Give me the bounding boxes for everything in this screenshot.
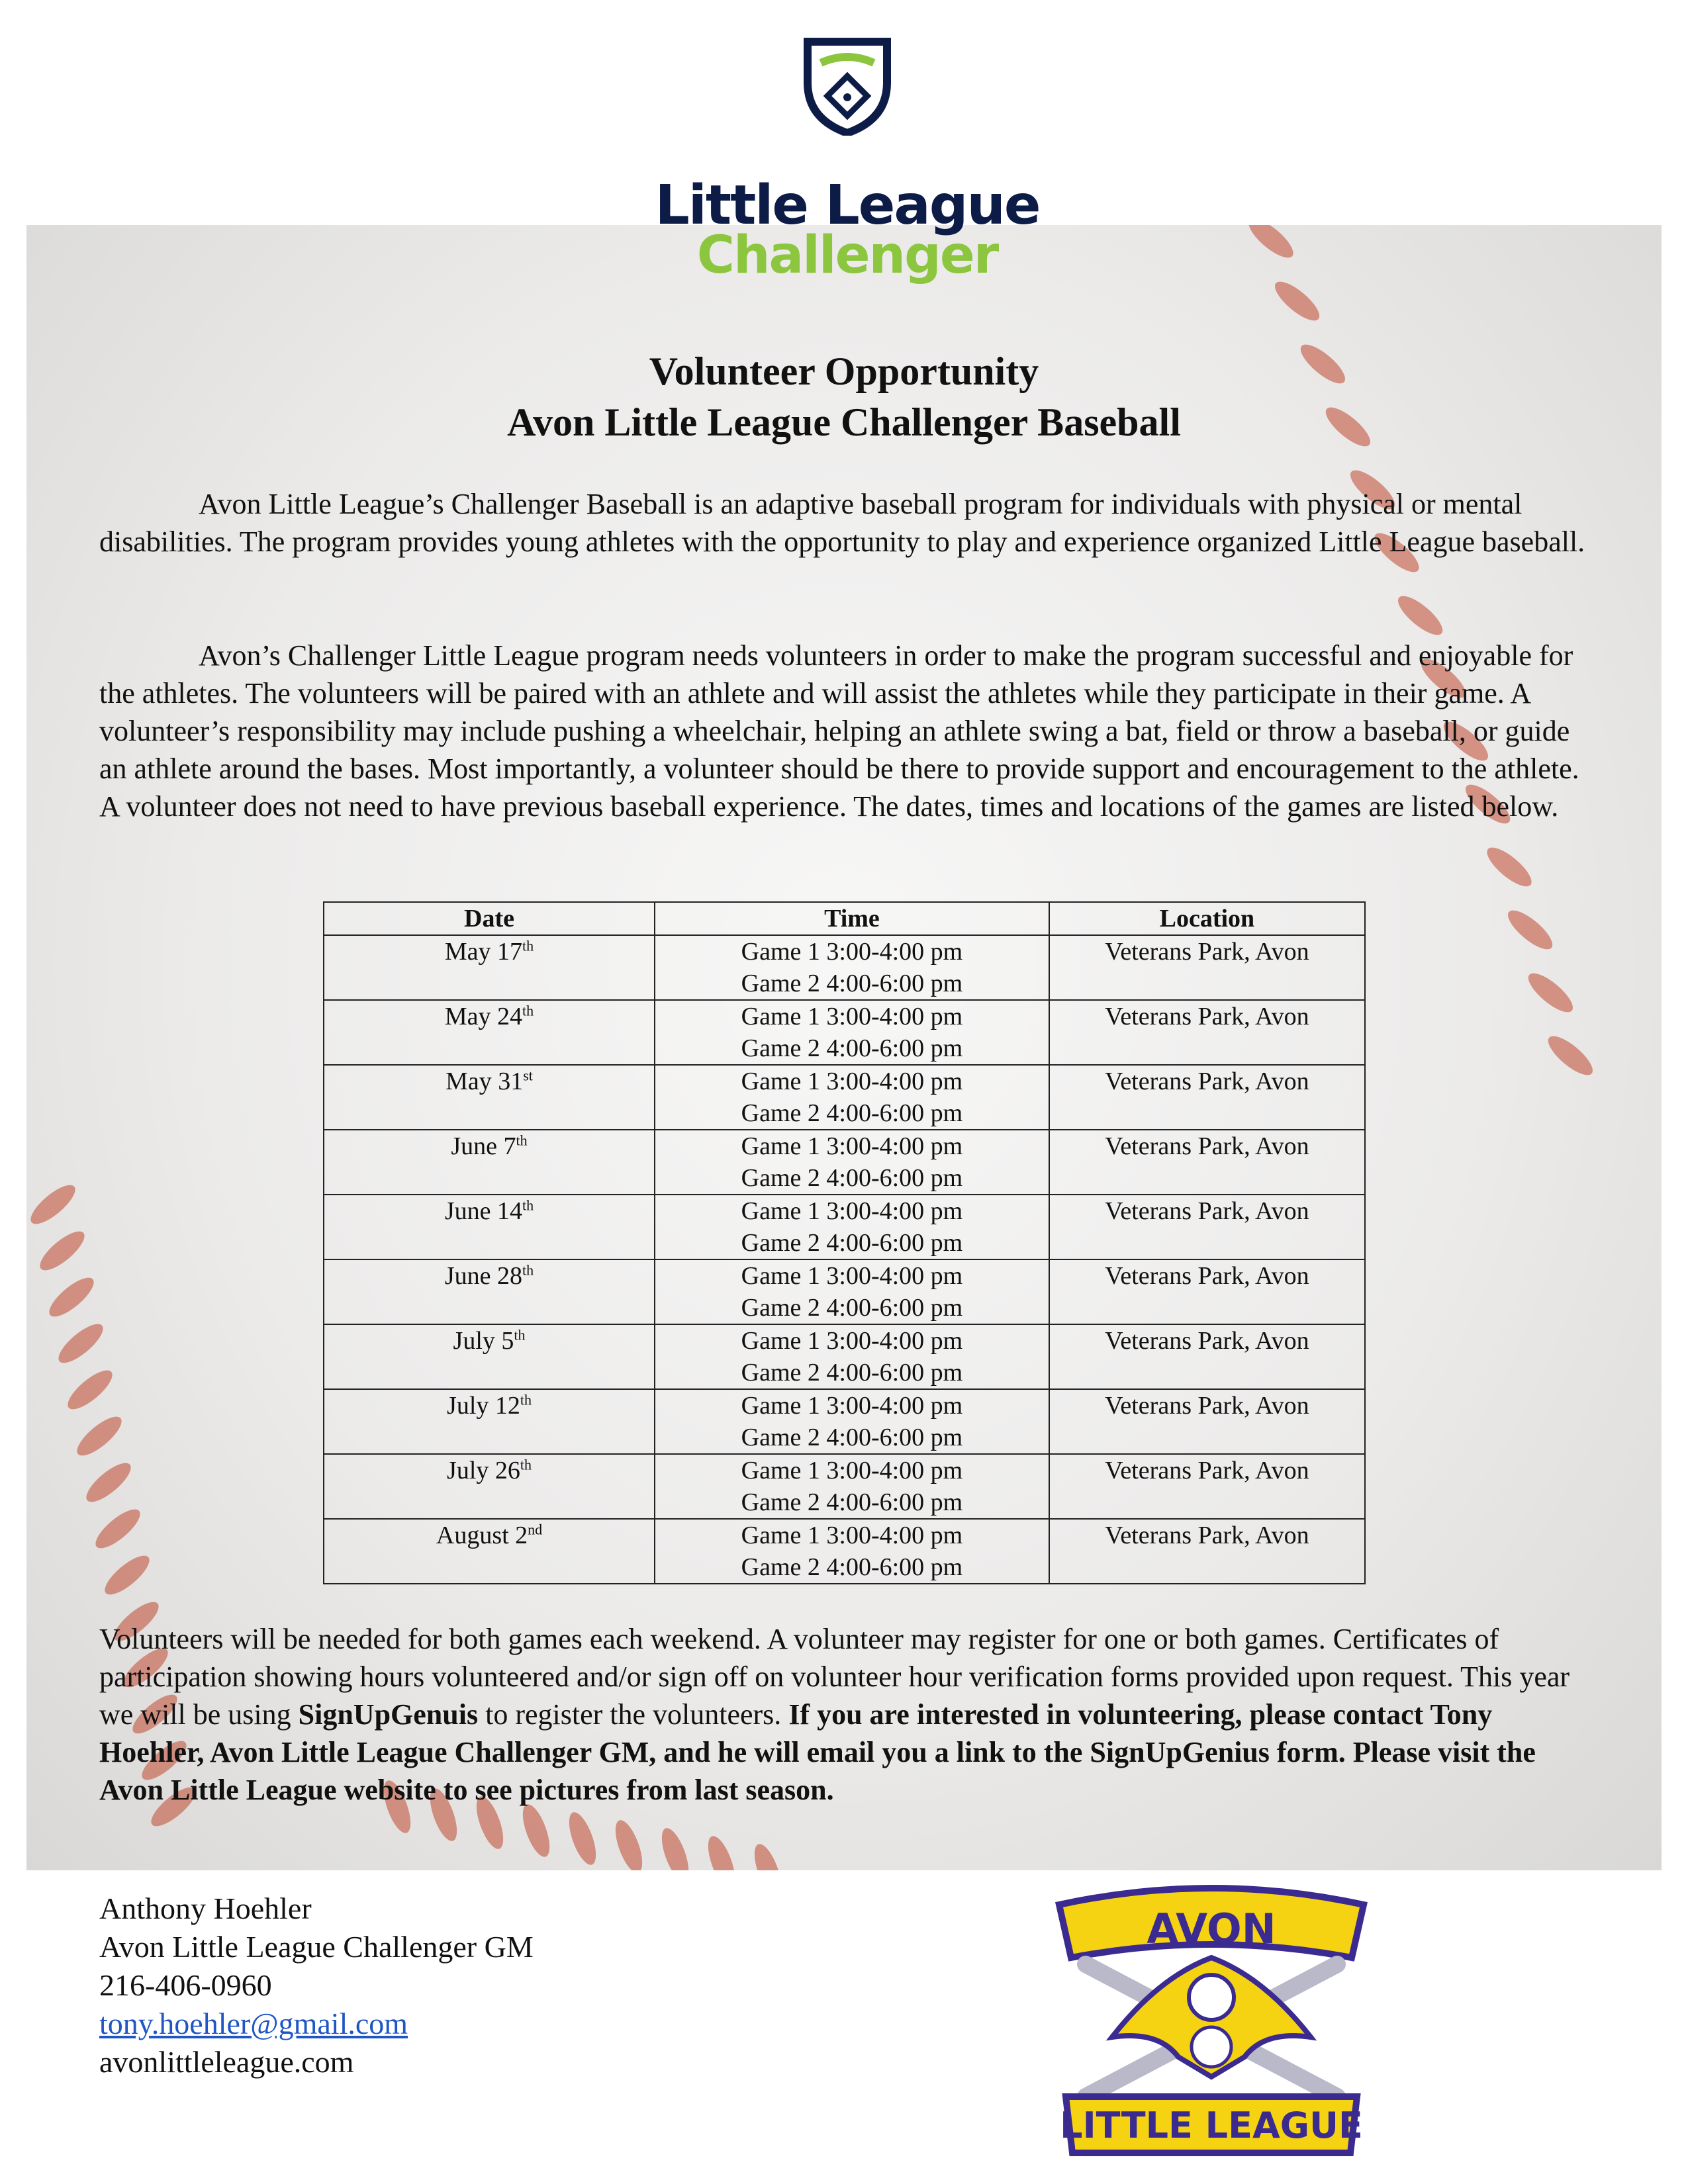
stitch-mark bbox=[1543, 1030, 1599, 1081]
stitch-mark bbox=[657, 1825, 694, 1870]
date-suffix: nd bbox=[528, 1521, 543, 1538]
header-date: Date bbox=[324, 902, 655, 935]
logo-little-league-text: Little League bbox=[655, 174, 1040, 237]
game-1-time: Game 1 3:00-4:00 pm bbox=[741, 1327, 963, 1355]
stitch-mark bbox=[53, 1318, 109, 1369]
game-date: May 31 bbox=[445, 1068, 524, 1095]
game-1-time: Game 1 3:00-4:00 pm bbox=[741, 1522, 963, 1549]
stitch-mark bbox=[1393, 590, 1448, 641]
table-row bbox=[324, 1259, 1365, 1324]
schedule-header-row bbox=[324, 902, 1365, 935]
game-date: August 2 bbox=[436, 1522, 528, 1549]
stitch-mark bbox=[703, 1833, 741, 1870]
stitch-mark bbox=[1270, 276, 1325, 327]
avon-logo-top-text: AVON bbox=[1147, 1905, 1276, 1953]
game-location: Veterans Park, Avon bbox=[1049, 1130, 1365, 1195]
game-2-time: Game 2 4:00-6:00 pm bbox=[741, 970, 963, 997]
logo-challenger-text: Challenger bbox=[696, 226, 998, 285]
game-2-time: Game 2 4:00-6:00 pm bbox=[741, 1164, 963, 1192]
stitch-mark bbox=[749, 1841, 787, 1870]
stitch-mark bbox=[610, 1817, 648, 1870]
table-row bbox=[324, 1519, 1365, 1584]
game-location: Veterans Park, Avon bbox=[1049, 1065, 1365, 1130]
intro-paragraph: Avon Little League’s Challenger Baseball is an adaptive baseball program for individuals with physical or mental disabilities. The program provides young athletes with the opportunity to play and experience organized Little League baseball. bbox=[99, 488, 1585, 558]
stitch-mark bbox=[1481, 842, 1537, 893]
stitch-mark bbox=[518, 1801, 555, 1860]
date-suffix: th bbox=[522, 1261, 534, 1279]
game-date: May 17 bbox=[444, 938, 523, 966]
header-location: Location bbox=[1049, 902, 1365, 935]
contact-instructions: If you are interested in volunteering, please contact Tony Hoehler, Avon Little League Challenger GM, and he will email you a link to the SignUpGenius form. Please visit the Avon Little League website to see pictures from last season. bbox=[99, 1698, 1536, 1806]
table-row bbox=[324, 1195, 1365, 1259]
date-suffix: st bbox=[523, 1067, 533, 1084]
game-date: July 12 bbox=[447, 1392, 520, 1420]
game-date: June 7 bbox=[451, 1132, 516, 1160]
game-1-time: Game 1 3:00-4:00 pm bbox=[741, 1392, 963, 1420]
game-location: Veterans Park, Avon bbox=[1049, 1259, 1365, 1324]
date-suffix: th bbox=[522, 1002, 534, 1019]
game-date: June 28 bbox=[444, 1262, 523, 1290]
table-row bbox=[324, 1065, 1365, 1130]
game-1-time: Game 1 3:00-4:00 pm bbox=[741, 1068, 963, 1095]
page-title: Volunteer Opportunity bbox=[649, 349, 1039, 393]
game-1-time: Game 1 3:00-4:00 pm bbox=[741, 1457, 963, 1484]
game-2-time: Game 2 4:00-6:00 pm bbox=[741, 1099, 963, 1127]
game-1-time: Game 1 3:00-4:00 pm bbox=[741, 938, 963, 966]
game-2-time: Game 2 4:00-6:00 pm bbox=[741, 1553, 963, 1581]
game-2-time: Game 2 4:00-6:00 pm bbox=[741, 1294, 963, 1322]
page-subtitle: Avon Little League Challenger Baseball bbox=[507, 400, 1181, 444]
table-row bbox=[324, 1130, 1365, 1195]
game-date: July 26 bbox=[447, 1457, 520, 1484]
signup-tool-name: SignUpGenuis bbox=[298, 1698, 479, 1731]
contact-block bbox=[99, 1889, 534, 2081]
table-row bbox=[324, 1000, 1365, 1065]
date-suffix: th bbox=[514, 1326, 526, 1343]
game-location: Veterans Park, Avon bbox=[1049, 1324, 1365, 1389]
registration-text-2: to register the volunteers. bbox=[478, 1698, 789, 1731]
keystone-diamond-icon bbox=[801, 36, 894, 136]
game-date: May 24 bbox=[444, 1003, 523, 1030]
game-location: Veterans Park, Avon bbox=[1049, 1389, 1365, 1454]
game-2-time: Game 2 4:00-6:00 pm bbox=[741, 1359, 963, 1387]
stitch-mark bbox=[1523, 968, 1579, 1019]
game-1-time: Game 1 3:00-4:00 pm bbox=[741, 1262, 963, 1290]
stitch-mark bbox=[1243, 225, 1299, 263]
stitch-mark bbox=[99, 1550, 155, 1601]
date-suffix: th bbox=[516, 1132, 528, 1149]
game-location: Veterans Park, Avon bbox=[1049, 1519, 1365, 1584]
game-date: July 5 bbox=[453, 1327, 514, 1355]
game-1-time: Game 1 3:00-4:00 pm bbox=[741, 1003, 963, 1030]
game-2-time: Game 2 4:00-6:00 pm bbox=[741, 1424, 963, 1451]
game-location: Veterans Park, Avon bbox=[1049, 1454, 1365, 1519]
registration-text: Volunteers will be needed for both games each weekend. A volunteer may register for one or both games. Certificates of participation showing hours volunteered and/or sign off on volunteer hour verification forms provided upon request. This year we will be using bbox=[99, 1623, 1570, 1731]
date-suffix: th bbox=[520, 1391, 532, 1408]
date-suffix: th bbox=[522, 1197, 534, 1214]
table-row bbox=[324, 1389, 1365, 1454]
stitch-mark bbox=[34, 1226, 90, 1277]
contact-email-link[interactable]: tony.hoehler@gmail.com bbox=[99, 2007, 408, 2040]
game-2-time: Game 2 4:00-6:00 pm bbox=[741, 1488, 963, 1516]
game-location: Veterans Park, Avon bbox=[1049, 1195, 1365, 1259]
table-row bbox=[324, 1324, 1365, 1389]
game-date: June 14 bbox=[444, 1197, 523, 1225]
stitch-mark bbox=[90, 1504, 146, 1555]
contact-phone: 216-406-0960 bbox=[99, 1968, 272, 2002]
game-location: Veterans Park, Avon bbox=[1049, 1000, 1365, 1065]
game-2-time: Game 2 4:00-6:00 pm bbox=[741, 1034, 963, 1062]
contact-title: Avon Little League Challenger GM bbox=[99, 1930, 534, 1964]
contact-website: avonlittleleague.com bbox=[99, 2045, 354, 2079]
date-suffix: th bbox=[520, 1456, 532, 1473]
little-league-challenger-logo bbox=[635, 36, 1059, 285]
date-suffix: th bbox=[522, 937, 534, 954]
stitch-mark bbox=[1503, 905, 1558, 956]
registration-paragraph bbox=[99, 1620, 1595, 1809]
avon-little-league-logo bbox=[1046, 1878, 1377, 2156]
contact-name: Anthony Hoehler bbox=[99, 1891, 312, 1925]
stitch-mark bbox=[71, 1411, 127, 1462]
volunteer-paragraph: Avon’s Challenger Little League program needs volunteers in order to make the program successful and enjoyable for the athletes. The volunteers will be paired with an athlete and will assist the athletes while they participate in their game. A volunteer’s responsibility may include pushing a wheelchair, helping an athlete swing a bat, field or throw a baseball, or guide an athlete around the bases. Most importantly, a volunteer should be there to provide support and encouragement to the athlete. A volunteer does not need to have previous baseball experience. The dates, times and locations of the games are listed below. bbox=[99, 639, 1579, 823]
game-1-time: Game 1 3:00-4:00 pm bbox=[741, 1197, 963, 1225]
stitch-mark bbox=[81, 1457, 136, 1508]
schedule-table bbox=[323, 901, 1366, 1584]
avon-logo-bottom-text: LITTLE LEAGUE bbox=[1060, 2105, 1363, 2146]
stitch-mark bbox=[62, 1365, 118, 1416]
stitch-mark bbox=[44, 1272, 99, 1323]
game-2-time: Game 2 4:00-6:00 pm bbox=[741, 1229, 963, 1257]
stitch-mark bbox=[26, 1179, 81, 1230]
table-row bbox=[324, 935, 1365, 1000]
stitch-mark bbox=[564, 1809, 602, 1868]
header-time: Time bbox=[655, 902, 1049, 935]
game-1-time: Game 1 3:00-4:00 pm bbox=[741, 1132, 963, 1160]
game-location: Veterans Park, Avon bbox=[1049, 935, 1365, 1000]
table-row bbox=[324, 1454, 1365, 1519]
